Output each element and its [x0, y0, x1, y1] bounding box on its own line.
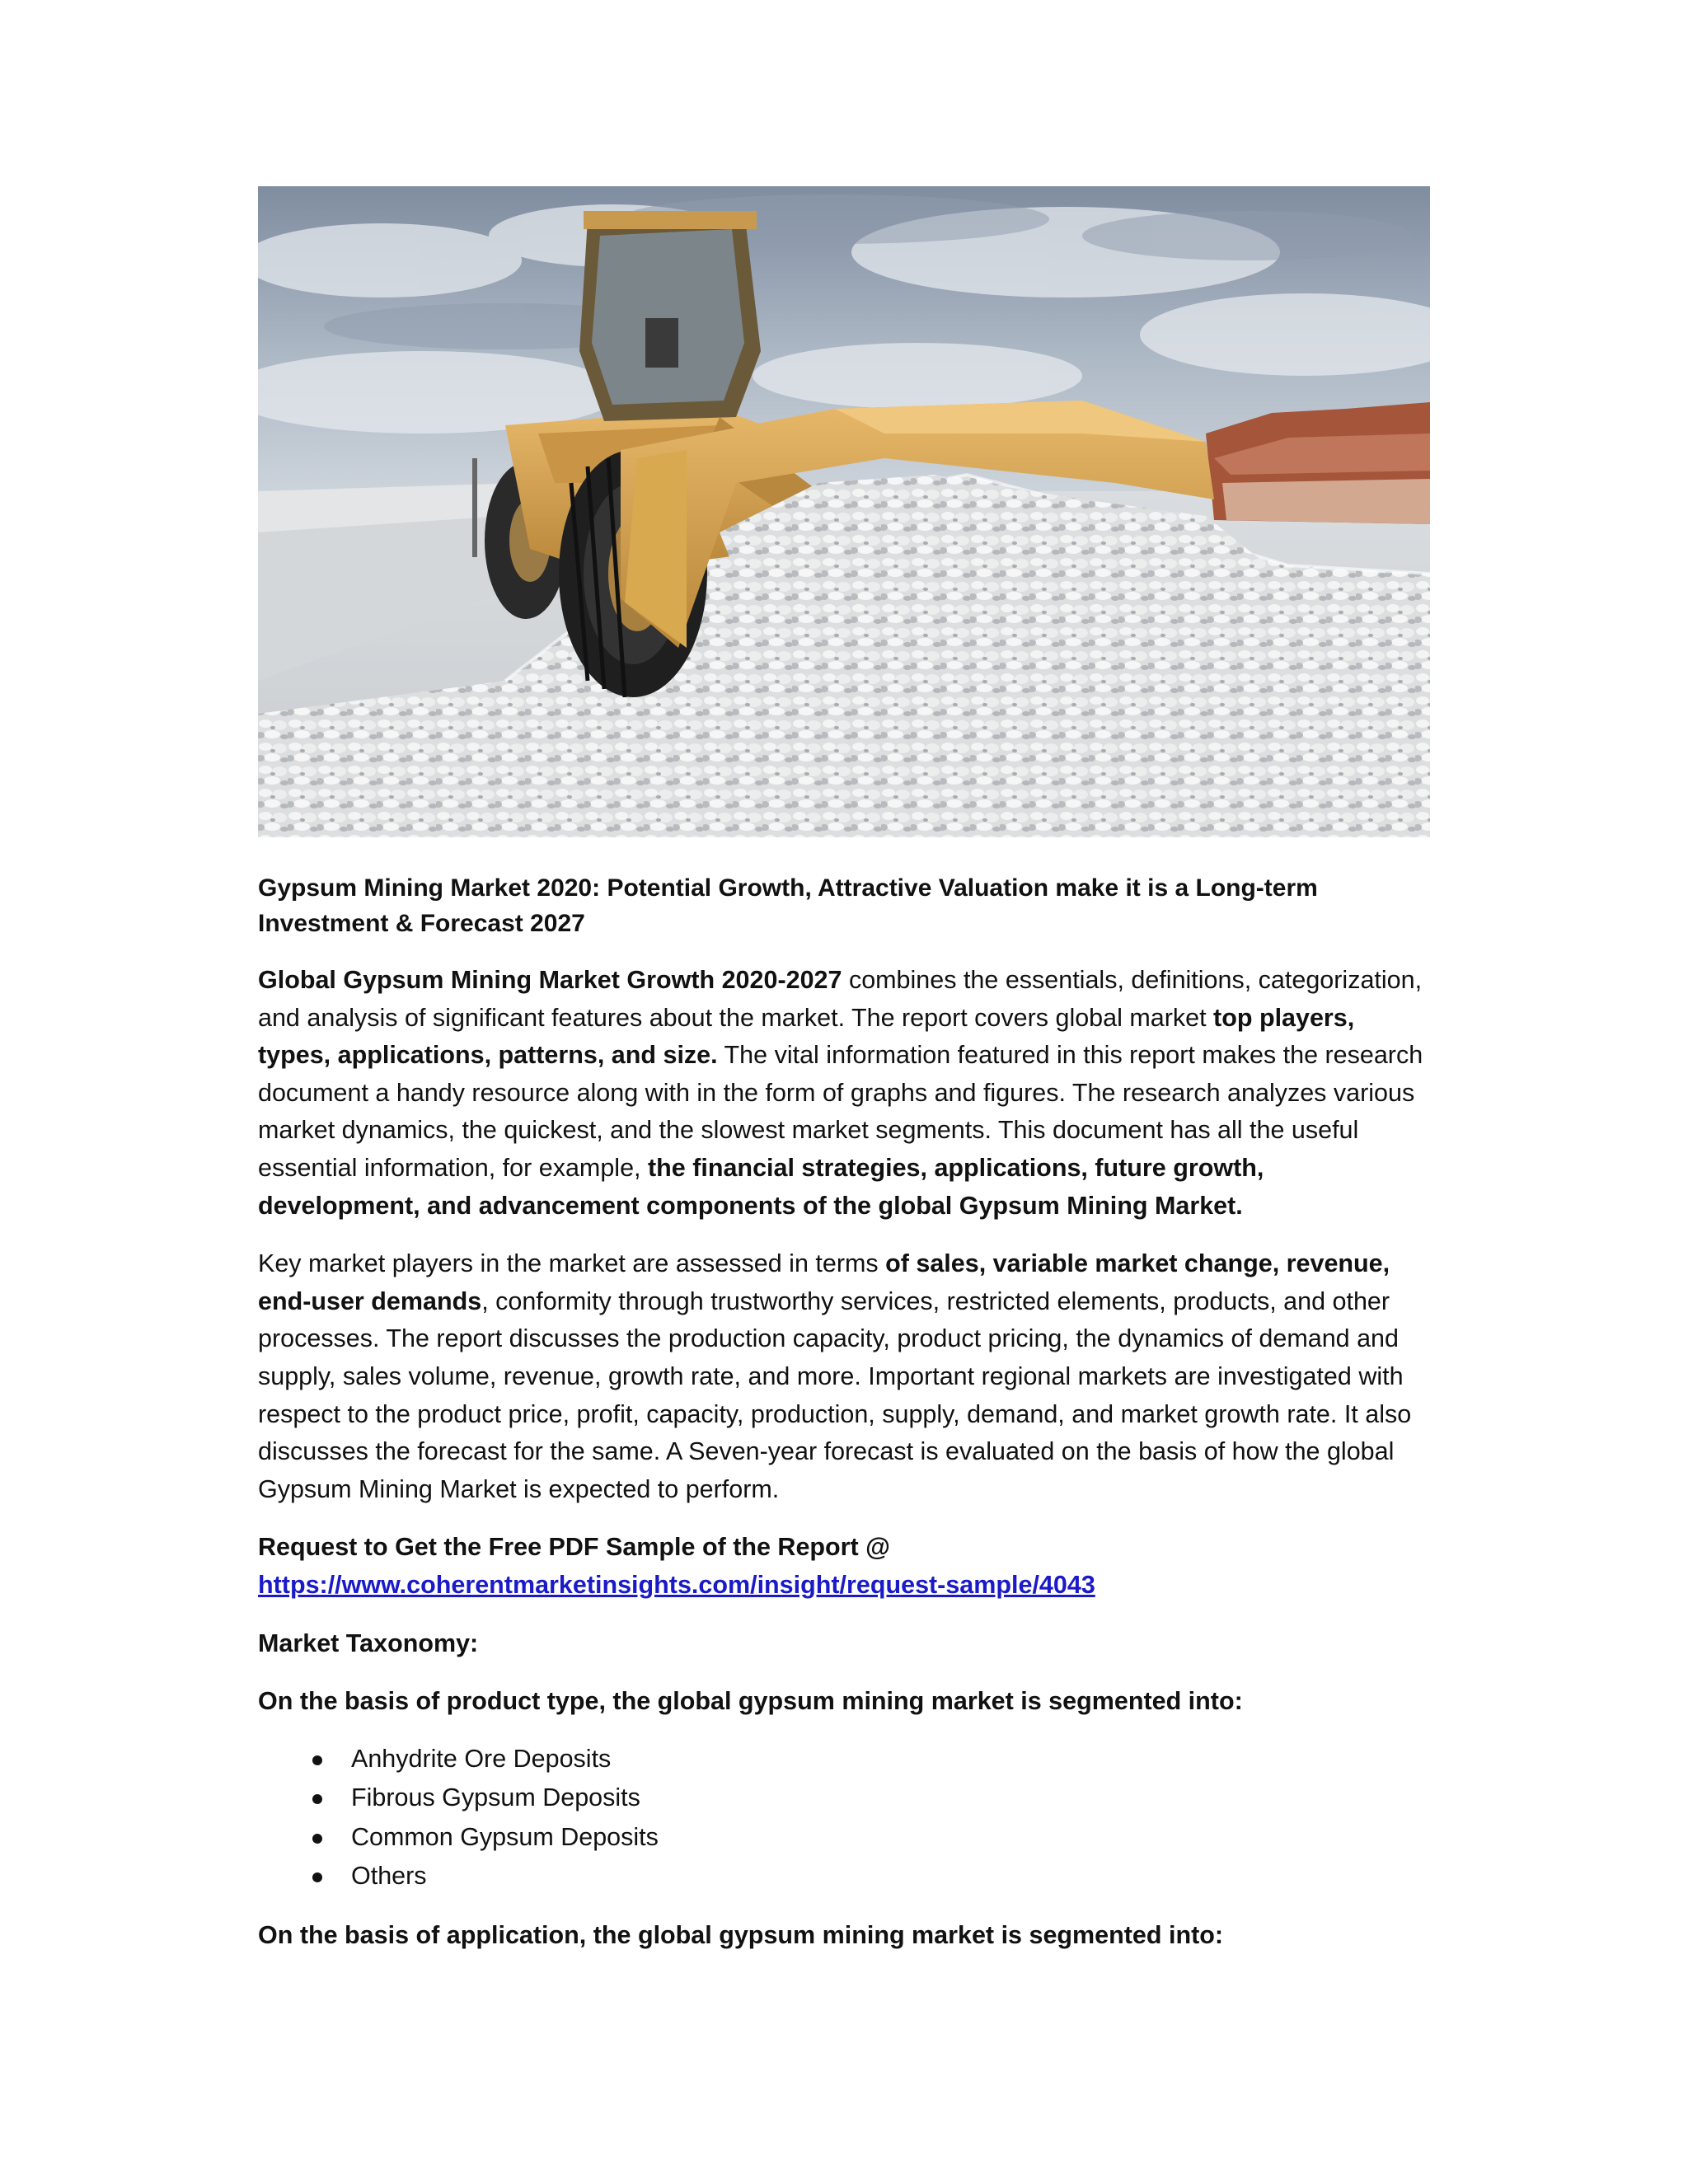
- list-item: [258, 1779, 1430, 1818]
- bullet-icon: [312, 1755, 322, 1765]
- intro-bold-3: the financial strategies, applications, future growth, development, and advancement components of the global Gypsum Mining Market.: [258, 1153, 1264, 1220]
- bullet-icon: [312, 1872, 322, 1882]
- taxonomy-heading: Market Taxonomy:: [258, 1629, 479, 1657]
- bullet-icon: [312, 1834, 322, 1844]
- intro-bold-1: Global Gypsum Mining Market Growth 2020-2027: [258, 966, 842, 994]
- sample-request: [258, 1529, 1430, 1604]
- sample-request-label: Request to Get the Free PDF Sample of the Report @: [258, 1533, 890, 1562]
- intro-text-1: combines the essentials, definitions, categorization, and analysis of significant features about the market. The report covers global market: [258, 966, 1423, 1032]
- list-item-label: Fibrous Gypsum Deposits: [351, 1783, 640, 1811]
- product-type-heading: On the basis of product type, the global gypsum mining market is segmented into:: [258, 1686, 1243, 1715]
- application-heading: On the basis of application, the global gypsum mining market is segmented into:: [258, 1920, 1224, 1949]
- article-body: [258, 186, 1430, 1954]
- hero-image: [258, 186, 1430, 837]
- players-bold-1: of sales, variable market change, revenue, end-user demands: [258, 1249, 1390, 1315]
- intro-text-2: The vital information featured in this report makes the research document a handy resource along with in the form of graphs and figures. The research analyzes various market dynamics, the quickest, and the slowest market segments. This document has all the useful essential information, for example,: [258, 1041, 1423, 1182]
- sample-request-link[interactable]: https://www.coherentmarketinsights.com/insight/request-sample/4043: [258, 1570, 1095, 1599]
- bullet-icon: [312, 1794, 322, 1804]
- product-type-list: [258, 1740, 1430, 1896]
- intro-bold-2: top players, types, applications, patterns, and size.: [258, 1003, 1355, 1070]
- list-item-label: Others: [351, 1862, 427, 1890]
- players-text-2: , conformity through trustworthy services, restricted elements, products, and other processes. The report discusses the production capacity, product pricing, the dynamics of demand and supply, sales volume, revenue, growth rate, and more. Important regional markets are investigated with respect to the product price, profit, capacity, production, supply, demand, and market growth rate. It also discusses the forecast for the same. A Seven-year forecast is evaluated on the basis of how the global Gypsum Mining Market is expected to perform.: [258, 1286, 1412, 1503]
- article-title: Gypsum Mining Market 2020: Potential Growth, Attractive Valuation make it is a Long-term Investment & Forecast 2027: [258, 874, 1318, 937]
- players-text-1: Key market players in the market are assessed in terms: [258, 1249, 886, 1278]
- wheel-loader-illustration: [258, 186, 1430, 837]
- players-paragraph: [258, 1245, 1430, 1508]
- list-item-label: Anhydrite Ore Deposits: [351, 1744, 612, 1773]
- list-item-label: Common Gypsum Deposits: [351, 1822, 659, 1851]
- list-item: [258, 1818, 1430, 1858]
- intro-paragraph: [258, 962, 1430, 1225]
- list-item: [258, 1857, 1430, 1896]
- list-item: [258, 1740, 1430, 1779]
